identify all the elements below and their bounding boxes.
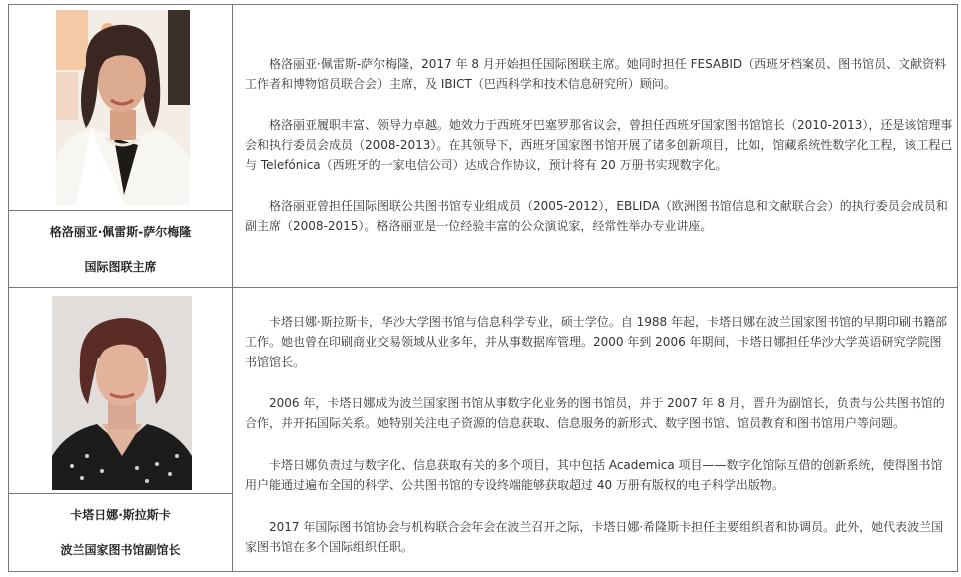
portrait-photo <box>52 296 192 490</box>
photo-cell <box>9 288 232 494</box>
bio-cell <box>245 288 953 571</box>
person-name: 卡塔日娜·斯拉斯卡 <box>70 508 171 522</box>
profile-left-column <box>9 288 233 571</box>
name-cell <box>9 211 232 288</box>
bio-paragraph: 格洛丽亚·佩雷斯-萨尔梅隆，2017 年 8 月开始担任国际图联主席。她同时担任 FESABID（西班牙档案员、图书馆员、文献资料工作者和博物馆员联合会）主席，及 IBICT（巴西科学和技术信息研究所）顾问。 <box>245 57 947 91</box>
bio-paragraph: 卡塔日娜负责过与数字化、信息获取有关的多个项目，其中包括 Academica 项目——数字化馆际互借的创新系统，使得图书馆用户能通过遍布全国的科学、公共图书馆的专设终端能够获取超过 40 万册有版权的电子科学出版物。 <box>245 458 943 492</box>
table-row <box>9 5 957 288</box>
table-row <box>9 288 957 571</box>
bio-paragraph: 2017 年国际图书馆协会与机构联合会年会在波兰召开之际，卡塔日娜·希隆斯卡担任主要组织者和协调员。此外，她代表波兰国家图书馆在多个国际组织任职。 <box>245 520 944 554</box>
bio-paragraph: 格洛丽亚曾担任国际图联公共图书馆专业组成员（2005-2012），EBLIDA（欧洲图书馆信息和文献联合会）的执行委员会成员和副主席（2008-2015）。格洛丽亚是一位经验丰富的公众演说家，经常性举办专业讲座。 <box>245 199 948 233</box>
bio-cell <box>245 5 953 287</box>
portrait-photo <box>56 10 190 205</box>
bio-paragraph: 格洛丽亚履职丰富、领导力卓越。她效力于西班牙巴塞罗那省议会，曾担任西班牙国家图书馆馆长（2010-2013），还是该馆理事会和执行委员会成员（2008-2013）。在其领导下，西班牙国家图书馆开展了诸多创新项目，比如，馆藏系统性数字化工程，该工程已与 Telefónica（西班牙的一家电信公司）达成合作协议，预计将有 20 万册书实现数字化。 <box>245 118 953 172</box>
name-cell <box>9 494 232 571</box>
person-title: 波兰国家图书馆副馆长 <box>60 543 181 557</box>
profiles-table <box>8 4 958 572</box>
person-title: 国际图联主席 <box>84 260 157 274</box>
bio-paragraph: 2006 年，卡塔日娜成为波兰国家图书馆从事数字化业务的图书馆员，并于 2007 年 8 月，晋升为副馆长，负责与公共图书馆的合作，并开拓国际关系。她特别关注电子资源的信息获取、信息服务的新形式、数字图书馆、馆员教育和图书馆用户等问题。 <box>245 396 945 430</box>
photo-cell <box>9 5 232 211</box>
profile-left-column <box>9 5 233 287</box>
person-name: 格洛丽亚·佩雷斯-萨尔梅隆 <box>49 225 192 239</box>
bio-paragraph: 卡塔日娜·斯拉斯卡，华沙大学图书馆与信息科学专业，硕士学位。自 1988 年起，卡塔日娜在波兰国家图书馆的早期印刷书籍部工作。她也曾在印刷商业交易领域从业多年，并从事数据库管理。2000 年到 2006 年期间，卡塔日娜担任华沙大学英语研究学院图书馆馆长。 <box>245 315 947 369</box>
